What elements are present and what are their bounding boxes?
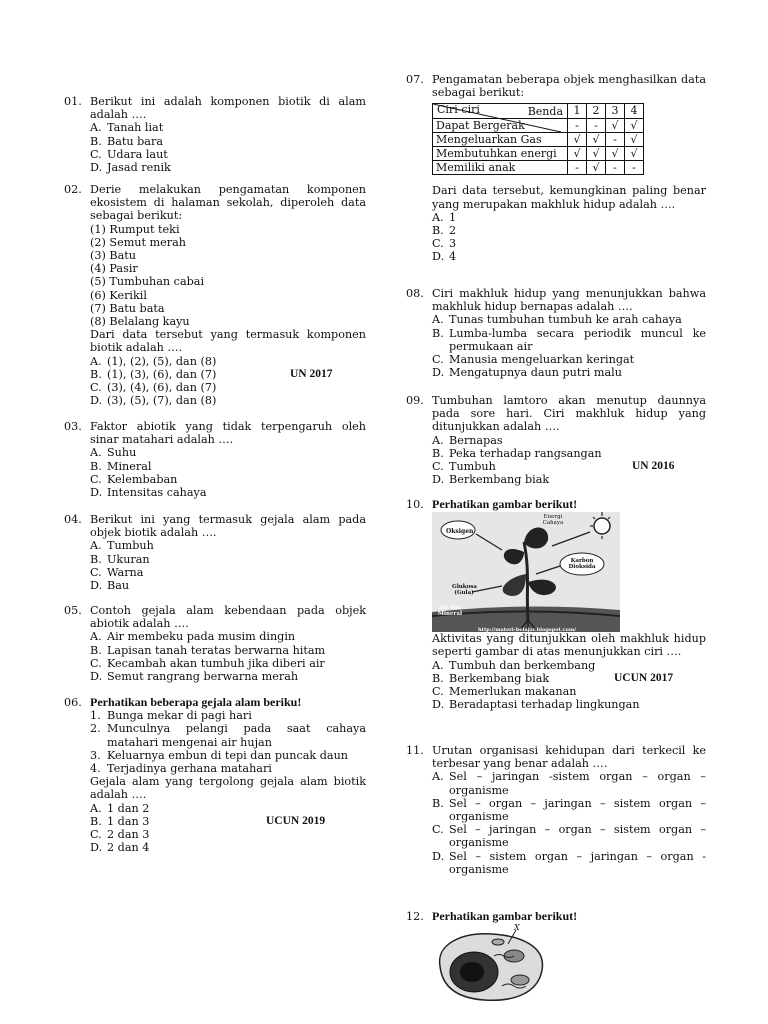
list-item: 1. Bunga mekar di pagi hari [90,709,252,723]
label-oksigen: Oksigen [446,528,474,536]
option-a[interactable]: A. Tanah liat [90,121,164,135]
option-a[interactable]: A. Tumbuh dan berkembang [432,658,596,672]
figure-url: http://materi-belajar.blogspot.com/ [478,627,577,633]
table-cell: √ [625,147,644,161]
question-stem: Tumbuhan lamtoro akan menutup daunnya pada sore hari. Ciri makhluk hidup yang ditunjukkan adalah …. [432,394,706,434]
question-stem: Contoh gejala alam kebendaan pada objek abiotik adalah …. [90,604,366,631]
table-cell: - [587,118,606,132]
label-glukosa: Glukosa (Gula) [452,584,477,597]
row-label: Dapat Bergerak [433,118,568,132]
option-b[interactable]: B. Mineral [90,459,152,473]
exam-source-tag: UN 2017 [290,367,333,380]
list-item: 3. Keluarnya embun di tepi dan puncak daun [90,748,348,762]
option-d[interactable]: D. Sel – sistem organ – jaringan – organ - organisme [432,849,706,876]
table-row [433,161,644,175]
question-stem: Derie melakukan pengamatan komponen ekosistem di halaman sekolah, diperoleh data sebagai berikut: [90,183,366,223]
photosynthesis-figure [432,512,620,632]
option-c[interactable]: C. 3 [432,237,457,251]
question-number: 02. [64,183,82,196]
list-item: 2. Munculnya pelangi pada saat cahaya matahari mengenai air hujan [90,722,366,749]
option-c[interactable]: C. Sel – jaringan – organ – sistem organ – organisme [432,823,706,850]
exam-source-tag: UCUN 2019 [266,814,326,827]
list-item: (5) Tumbuhan cabai [90,275,205,289]
question-4 [64,513,366,592]
question-number: 01. [64,95,82,108]
table-cell: √ [606,147,625,161]
question-stem: Berikut ini adalah komponen biotik di alam adalah …. [90,95,366,122]
option-d[interactable]: D. 2 dan 4 [90,841,150,855]
table-cell: √ [625,118,644,132]
option-c[interactable]: C. Warna [90,565,144,579]
question-number: 04. [64,513,82,526]
question-11 [406,744,706,876]
row-label: Membutuhkan energi [433,147,568,161]
question-number: 09. [406,394,424,407]
question-2 [64,183,366,407]
column-header: 4 [625,104,644,118]
exam-source-tag: UN 2016 [632,460,675,473]
question-number: 12. [406,910,424,923]
question-6 [64,696,366,854]
table-cell: √ [606,118,625,132]
option-c[interactable]: C. Kelembaban [90,472,178,486]
option-a[interactable]: A. (1), (2), (5), dan (8) [90,354,217,368]
option-a[interactable]: A. Bernapas [432,433,503,447]
question-1 [64,95,366,174]
option-d[interactable]: D. Semut rangrang berwarna merah [90,670,299,684]
question-stem: Urutan organisasi kehidupan dari terkecil ke terbesar yang benar adalah …. [432,744,706,771]
option-c[interactable]: C. 2 dan 3 [90,828,150,842]
question-stem-2: Dari data tersebut, kemungkinan paling benar yang merupakan makhluk hidup adalah …. [432,184,706,211]
option-a[interactable]: A. Tumbuh [90,539,154,553]
option-b[interactable]: B. Berkembang biak UCUN 2017 [432,671,674,685]
table-cell: √ [587,147,606,161]
option-a[interactable]: A. Suhu [90,446,137,460]
question-number: 10. [406,498,424,511]
cell-figure [432,923,548,1004]
option-c[interactable]: C. Manusia mengeluarkan keringat [432,353,635,367]
question-stem-2: Aktivitas yang ditunjukkan oleh makhluk hidup seperti gambar di atas menunjukkan ciri …. [432,632,706,659]
question-8 [406,287,706,379]
option-c[interactable]: C. Kecambah akan tumbuh jika diberi air [90,656,325,670]
table-row [433,147,644,161]
option-b[interactable]: B. Lapisan tanah teratas berwarna hitam [90,643,326,657]
table-cell: - [606,132,625,146]
question-number: 06. [64,696,82,709]
option-b[interactable]: B. Sel – organ – jaringan – sistem organ – organisme [432,796,706,824]
column-header: 1 [568,104,587,118]
option-b[interactable]: B. Lumba-lumba secara periodik muncul ke permukaan air [432,326,706,353]
observation-table [432,103,644,175]
option-d[interactable]: D. Beradaptasi terhadap lingkungan [432,698,640,712]
question-number: 11. [406,744,424,757]
question-3 [64,420,366,499]
label-energi: Energi Cahaya [542,514,564,527]
column-header: 3 [606,104,625,118]
option-a[interactable]: A. Tunas tumbuhan tumbuh ke arah cahaya [432,313,682,327]
question-number: 05. [64,604,82,617]
option-d[interactable]: D. Intensitas cahaya [90,486,207,500]
header-ciri: Ciri-ciri [437,103,480,117]
option-d[interactable]: D. Bau [90,579,130,593]
table-cell: - [606,161,625,175]
question-9 [406,394,706,486]
exam-source-tag: UCUN 2017 [614,671,674,684]
label-air: Air dan Mineral [437,605,463,618]
option-b[interactable]: B. 1 dan 3 UCUN 2019 [90,814,326,828]
list-item: (8) Belalang kayu [90,315,190,329]
list-item: (4) Pasir [90,262,138,276]
question-stem: Berikut ini yang termasuk gejala alam pada objek biotik adalah …. [90,513,366,540]
question-stem: Ciri makhluk hidup yang menunjukkan bahwa makhluk hidup bernapas adalah …. [432,287,706,314]
figure-label-x: X [514,923,520,933]
list-item: (6) Kerikil [90,288,147,302]
table-cell: - [568,118,587,132]
question-stem: Perhatikan beberapa gejala alam beriku! [90,695,302,709]
list-item: (7) Batu bata [90,301,165,315]
label-karbon: Karbon Dioksida [568,558,596,571]
option-a[interactable]: A. Air membeku pada musim dingin [90,630,296,644]
table-cell: √ [625,132,644,146]
list-item: (1) Rumput teki [90,222,180,236]
list-item: (3) Batu [90,249,136,263]
question-number: 07. [406,73,424,86]
option-c[interactable]: C. Udara laut [90,147,168,161]
option-b[interactable]: B. Ukuran [90,552,150,566]
question-5 [64,604,366,683]
question-stem-2: Dari data tersebut yang termasuk komponen biotik adalah …. [90,328,366,355]
option-b[interactable]: B. Batu bara [90,134,163,148]
question-12 [406,910,706,1004]
option-b[interactable]: B. Peka terhadap rangsangan [432,446,602,460]
question-10 [406,498,706,711]
table-row [433,132,644,146]
column-header: 2 [587,104,606,118]
question-number: 08. [406,287,424,300]
list-item: (2) Semut merah [90,235,187,249]
question-stem: Pengamatan beberapa objek menghasilkan data sebagai berikut: [432,73,706,100]
option-a[interactable]: A. Sel – jaringan -sistem organ – organ – organisme [432,770,706,797]
option-d[interactable]: D. (3), (5), (7), dan (8) [90,394,217,408]
question-number: 03. [64,420,82,433]
table-cell: √ [587,132,606,146]
option-c[interactable]: C. Tumbuh UN 2016 [432,460,675,474]
option-c[interactable]: C. Memerlukan makanan [432,685,577,699]
table-cell: - [625,161,644,175]
row-label: Mengeluarkan Gas [433,132,568,146]
option-d[interactable]: D. 4 [432,250,457,264]
table-cell: √ [568,147,587,161]
option-d[interactable]: D. Jasad renik [90,161,171,175]
option-d[interactable]: D. Mengatupnya daun putri malu [432,366,622,380]
question-stem: Faktor abiotik yang tidak terpengaruh oleh sinar matahari adalah …. [90,420,366,447]
animal-cell-illustration [432,926,548,1004]
question-stem: Perhatikan gambar berikut! [432,497,578,511]
option-d[interactable]: D. Berkembang biak [432,473,550,487]
question-stem-2: Gejala alam yang tergolong gejala alam biotik adalah …. [90,775,366,802]
table-cell: √ [568,132,587,146]
list-item: 4. Terjadinya gerhana matahari [90,762,272,776]
table-cell: √ [587,161,606,175]
question-7 [406,73,706,264]
option-b[interactable]: B. (1), (3), (6), dan (7) UN 2017 [90,367,333,381]
option-c[interactable]: C. (3), (4), (6), dan (7) [90,381,217,395]
option-a[interactable]: A. 1 [432,210,457,224]
table-diagonal-header [433,104,568,118]
header-benda: Benda [527,105,563,119]
question-stem: Perhatikan gambar berikut! [432,909,578,923]
option-a[interactable]: A. 1 dan 2 [90,801,150,815]
row-label: Memiliki anak [433,161,568,175]
table-cell: - [568,161,587,175]
option-b[interactable]: B. 2 [432,224,457,238]
